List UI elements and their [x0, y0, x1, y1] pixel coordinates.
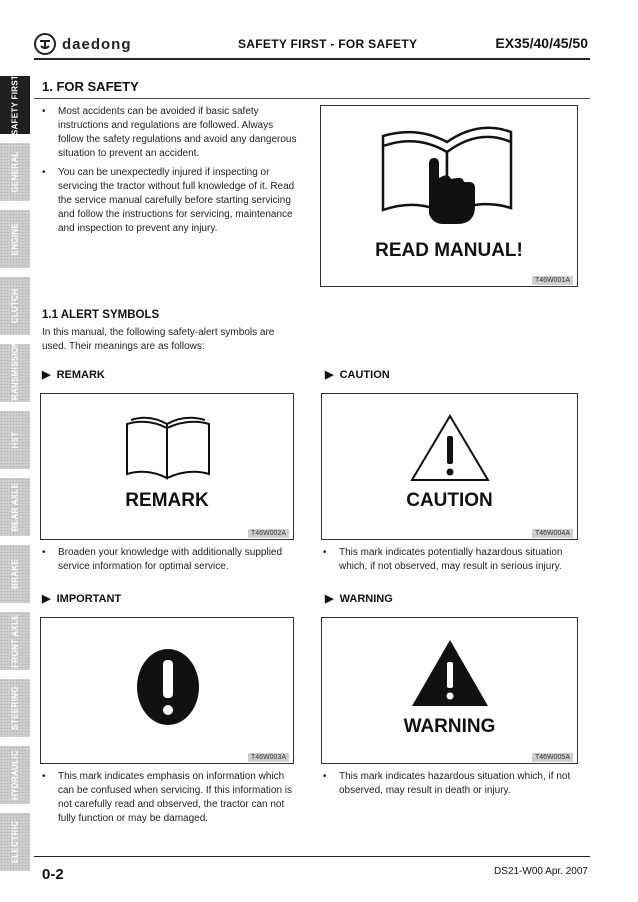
section-divider	[34, 98, 590, 99]
header-divider	[34, 58, 590, 60]
tab-engine[interactable]: ENGINE	[0, 210, 30, 268]
warning-triangle-icon	[410, 638, 490, 708]
page-header-title: SAFETY FIRST - FOR SAFETY	[238, 37, 418, 51]
caution-heading: ▶ CAUTION	[325, 369, 390, 381]
tab-hydraulic[interactable]: HYDRAULIC	[0, 746, 30, 804]
remark-figure	[40, 393, 294, 540]
figure-code: T46W004A	[532, 529, 573, 538]
figure-code: T46W003A	[248, 753, 289, 762]
important-figure	[40, 617, 294, 764]
figure-code: T46W001A	[532, 276, 573, 285]
brand-emblem-icon	[34, 33, 56, 55]
chapter-tabs	[0, 76, 30, 880]
play-arrow-icon: ▶	[325, 369, 334, 381]
tab-steering[interactable]: STEERING	[0, 679, 30, 737]
list-item: • Most accidents can be avoided if basic safety instructions and regulations are followed. Always follow the safety regulations and avoid any dangerous situation to prevent an accident.	[40, 105, 300, 161]
figure-code: T46W005A	[532, 753, 573, 762]
play-arrow-icon: ▶	[42, 369, 51, 381]
tab-front-axle[interactable]: FRONT AXLE	[0, 612, 30, 670]
list-item: • You can be unexpectedly injured if inspecting or servicing the tractor without full knowledge of it. Read the service manual carefully before starting servicing and follow the instructions for servicing, maintenance and inspection to prevent any injury.	[40, 166, 300, 236]
figure-caption: REMARK	[125, 490, 209, 511]
caution-bullet-list	[321, 546, 579, 579]
list-item: • Broaden your knowledge with additionally supplied service information for optimal service.	[40, 546, 300, 574]
tab-brake[interactable]: BRAKE	[0, 545, 30, 603]
book-icon	[123, 416, 213, 482]
list-item: • This mark indicates potentially hazardous situation which, if not observed, may result in serious injury.	[321, 546, 579, 574]
section-title: 1. FOR SAFETY	[42, 79, 139, 94]
remark-bullet-list	[40, 546, 300, 579]
figure-caption: CAUTION	[406, 490, 493, 511]
important-heading: ▶ IMPORTANT	[42, 593, 122, 605]
warning-figure	[321, 617, 578, 764]
brand-logo	[34, 32, 174, 56]
figure-code: T46W002A	[248, 529, 289, 538]
tab-electric[interactable]: ELECTRIC	[0, 813, 30, 871]
model-number: EX35/40/45/50	[495, 35, 588, 51]
list-item: • This mark indicates hazardous situation which, if not observed, may result in death or injury.	[321, 770, 579, 798]
warning-bullet-list	[321, 770, 579, 803]
subsection-title: 1.1 ALERT SYMBOLS	[42, 309, 160, 321]
safety-bullet-list	[40, 105, 300, 241]
brand-name: daedong	[62, 35, 132, 53]
tab-clutch[interactable]: CLUTCH	[0, 277, 30, 335]
alert-intro-text: In this manual, the following safety-alert symbols are used. Their meanings are as follows:	[42, 327, 275, 352]
tab-transmission[interactable]: TRANSMISSION	[0, 344, 30, 402]
exclamation-circle-icon	[136, 648, 200, 726]
play-arrow-icon: ▶	[42, 593, 51, 605]
play-arrow-icon: ▶	[325, 593, 334, 605]
figure-caption: READ MANUAL!	[375, 240, 523, 261]
page-number: 0-2	[42, 866, 64, 883]
figure-caption: WARNING	[403, 716, 496, 737]
remark-heading: ▶ REMARK	[42, 369, 105, 381]
tab-general[interactable]: GENERAL	[0, 143, 30, 201]
caution-triangle-icon	[408, 412, 492, 484]
document-reference: DS21-W00 Apr. 2007	[494, 866, 588, 877]
list-item: • This mark indicates emphasis on information which can be confused when servicing. If this information is not carefully read and observed, the tractor can not fully function or may be damaged.	[40, 770, 300, 826]
tab-safety-first[interactable]: SAFETY FIRST	[0, 76, 30, 134]
important-bullet-list	[40, 770, 300, 831]
warning-heading: ▶ WARNING	[325, 593, 393, 605]
caution-figure	[321, 393, 578, 540]
read-manual-figure	[320, 105, 578, 287]
tab-rear-axle[interactable]: REAR AXLE	[0, 478, 30, 536]
footer-divider	[34, 856, 590, 857]
tab-hst[interactable]: HST	[0, 411, 30, 469]
open-book-hand-icon	[379, 124, 519, 228]
